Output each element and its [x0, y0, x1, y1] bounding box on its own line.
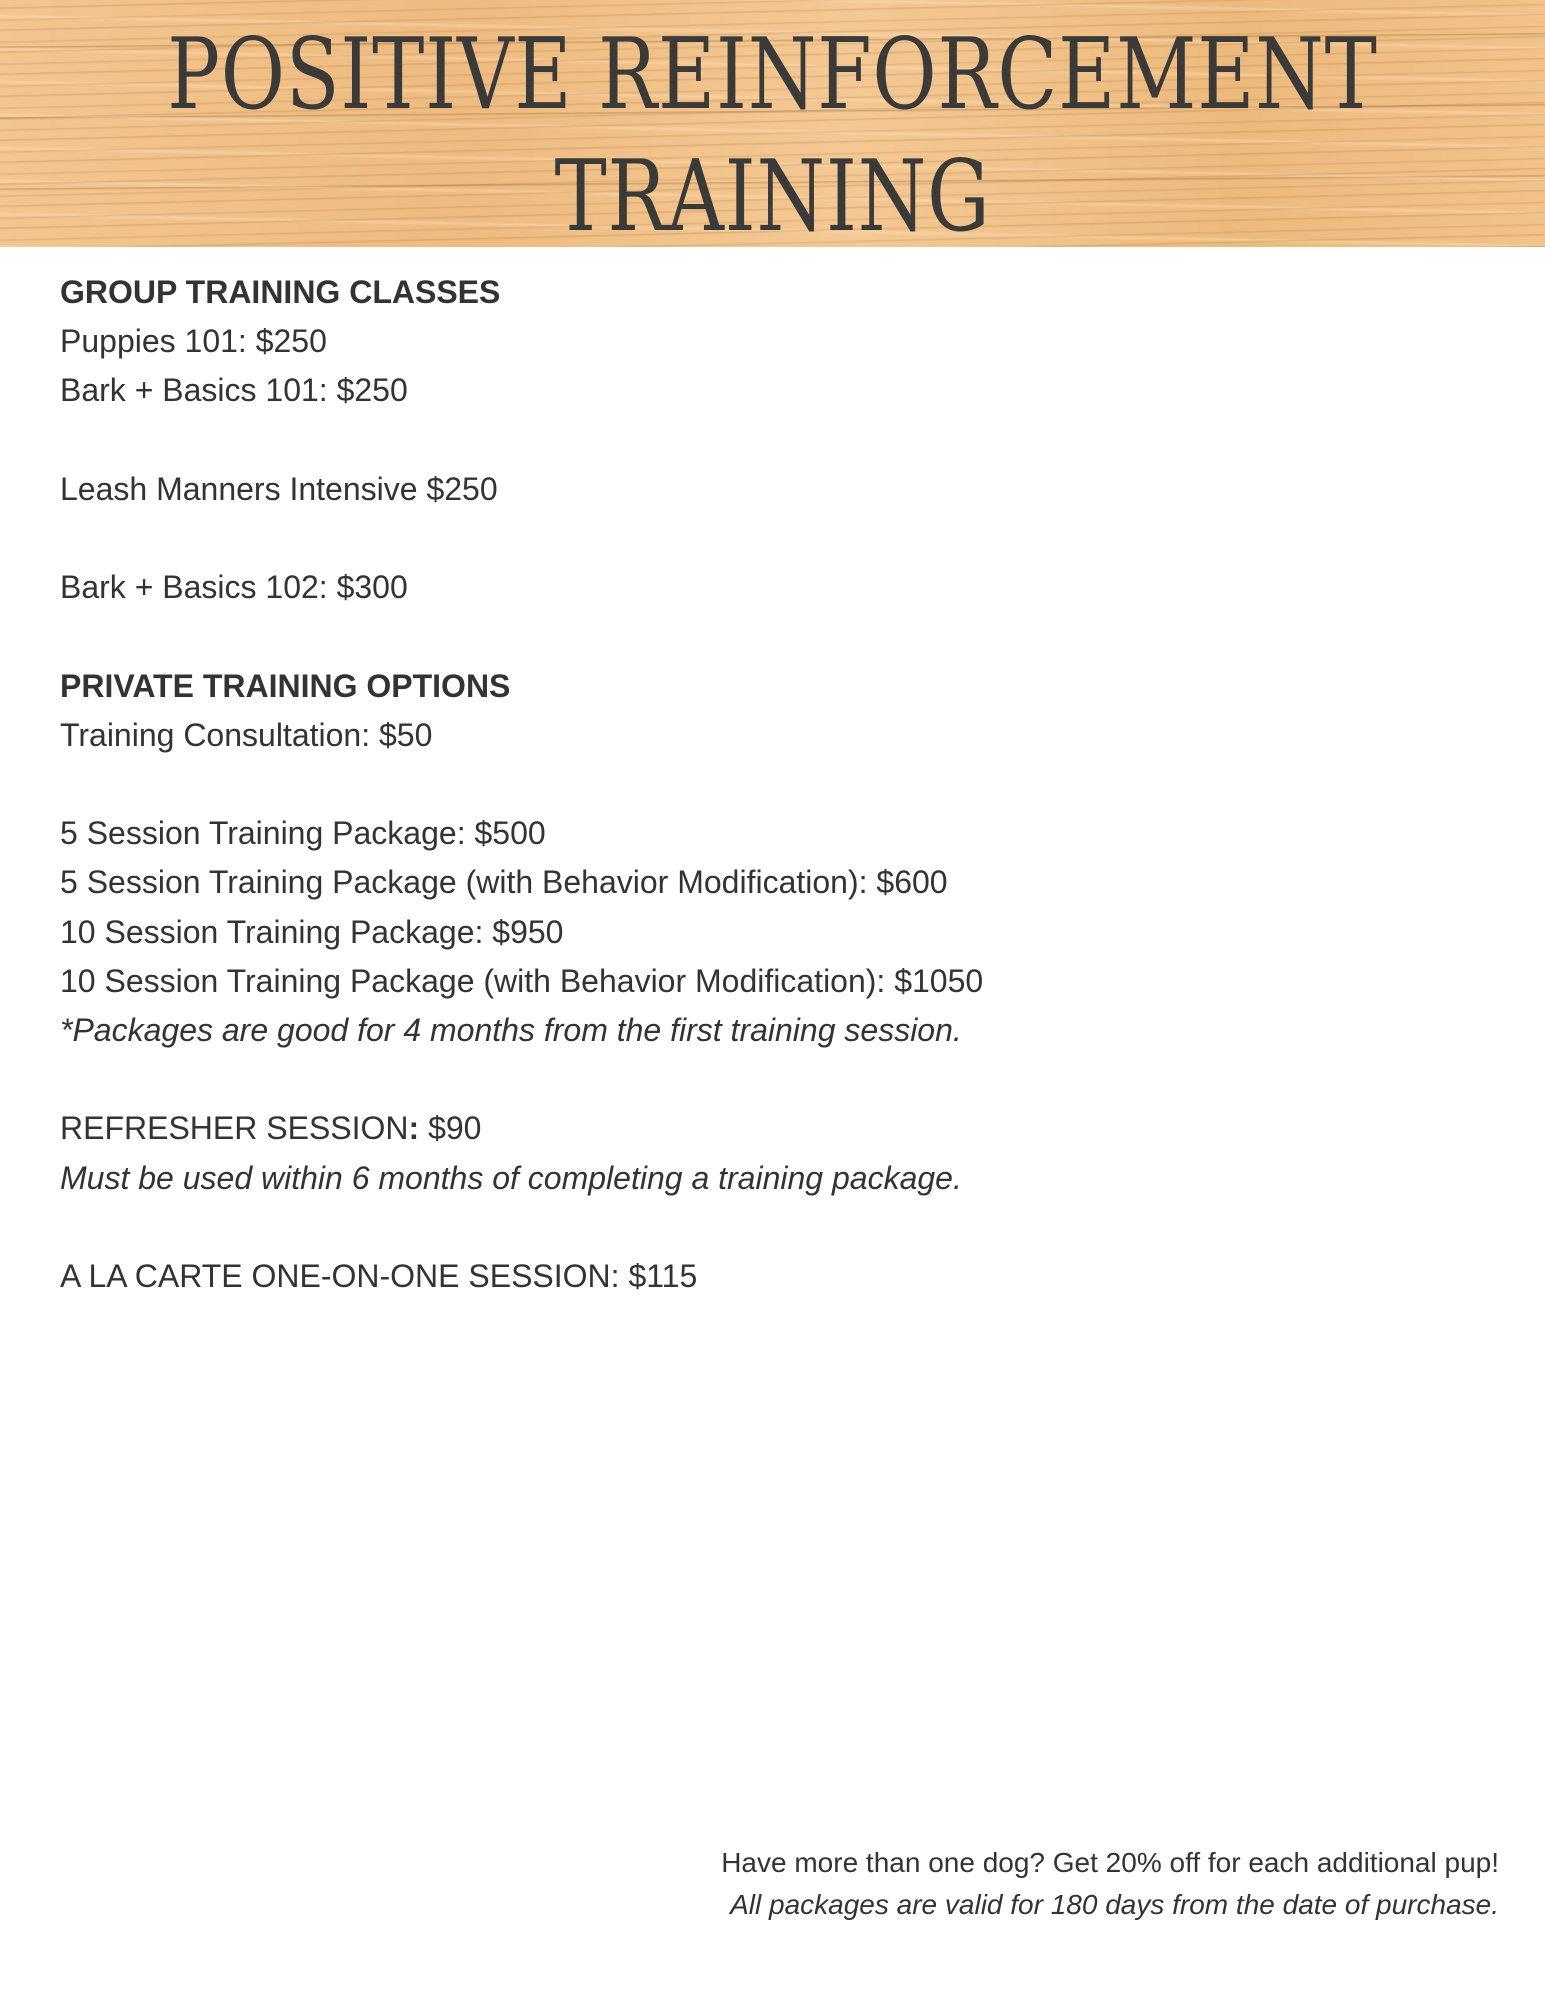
spacer — [60, 612, 1360, 661]
group-item-leash-manners: Leash Manners Intensive $250 — [60, 470, 498, 507]
private-package-5-behavior: 5 Session Training Package (with Behavior Modification): $600 — [60, 864, 948, 901]
private-package-10: 10 Session Training Package: $950 — [60, 913, 564, 950]
packages-note: *Packages are good for 4 months from the first training session. — [60, 1011, 962, 1048]
group-training-heading: GROUP TRAINING CLASSES — [60, 274, 501, 310]
spacer — [60, 1055, 1360, 1104]
private-package-10-behavior: 10 Session Training Package (with Behavior Modification): $1050 — [60, 962, 984, 999]
private-package-5: 5 Session Training Package: $500 — [60, 815, 546, 852]
page-title-line-1: POSITIVE REINFORCEMENT — [167, 18, 1378, 132]
refresher-note: Must be used within 6 months of completing a training package. — [60, 1159, 962, 1196]
private-item-consultation: Training Consultation: $50 — [60, 716, 433, 753]
page-title-line-2: TRAINING — [554, 140, 991, 254]
package-validity-note: All packages are valid for 180 days from the date of purchase. — [730, 1889, 1499, 1920]
spacer — [60, 760, 1360, 809]
group-item-bark-basics-101: Bark + Basics 101: $250 — [60, 372, 408, 409]
refresher-colon: : — [408, 1110, 420, 1147]
group-item-bark-basics-102: Bark + Basics 102: $300 — [60, 569, 408, 606]
spacer — [60, 416, 1360, 465]
a-la-carte-session: A LA CARTE ONE-ON-ONE SESSION: $115 — [60, 1257, 698, 1294]
private-training-heading: PRIVATE TRAINING OPTIONS — [60, 667, 511, 704]
price-list — [60, 268, 1360, 1301]
footer-note — [499, 1842, 1499, 1926]
refresher-price: $90 — [419, 1110, 482, 1147]
spacer — [60, 1203, 1360, 1252]
wood-header-banner — [0, 0, 1545, 254]
refresher-label: REFRESHER SESSION — [60, 1110, 409, 1147]
page-title — [155, 14, 1391, 258]
multi-dog-discount: Have more than one dog? Get 20% off for each additional pup! — [721, 1847, 1499, 1878]
refresher-session — [60, 1104, 1360, 1153]
spacer — [60, 514, 1360, 563]
group-item-puppies-101: Puppies 101: $250 — [60, 323, 327, 360]
